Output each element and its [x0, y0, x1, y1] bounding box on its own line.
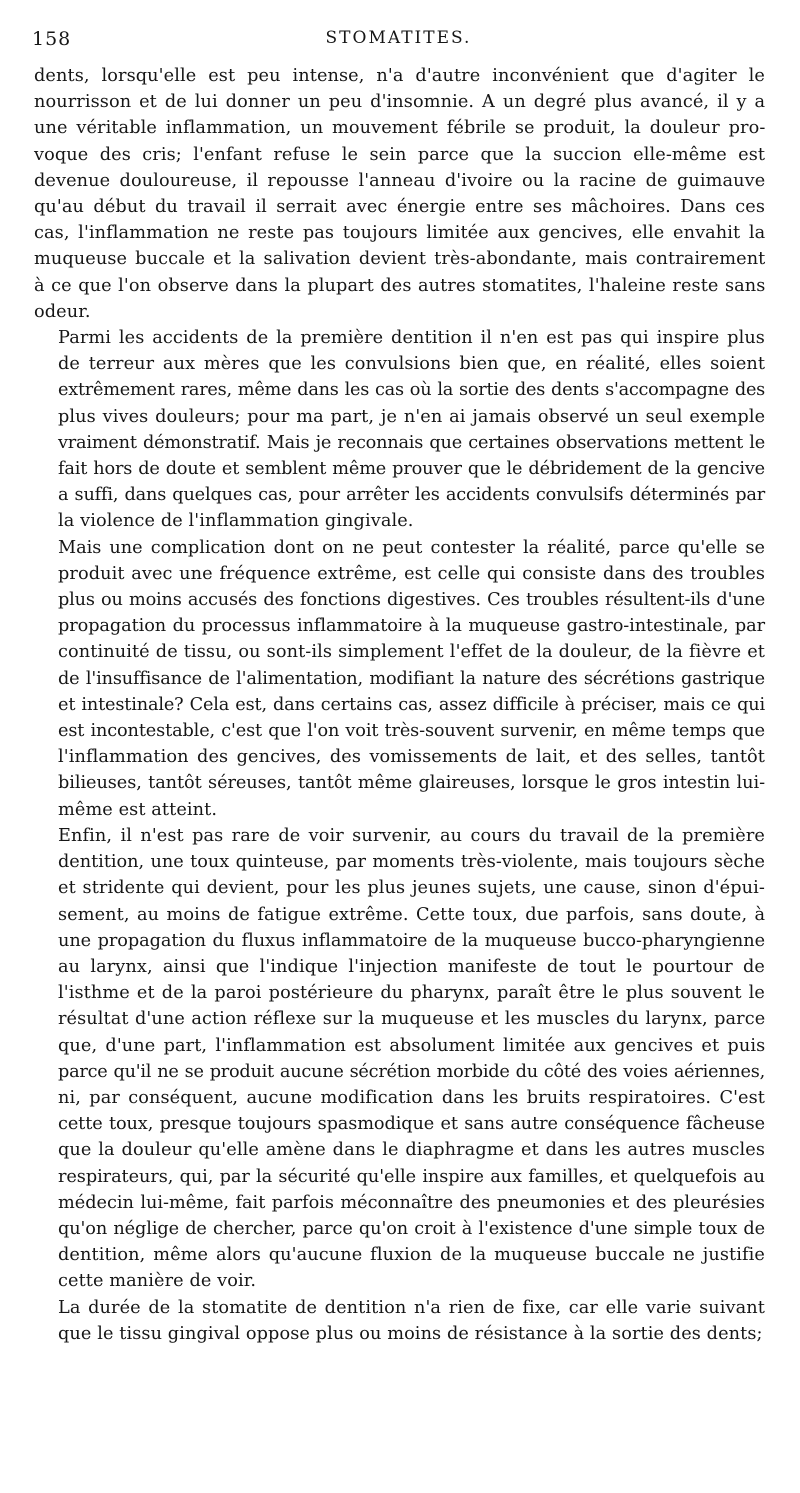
text-line: qu'on néglige de chercher, parce qu'on croit à l'existence d'une simple toux de [58, 1218, 765, 1239]
text-line: même est atteint. [58, 799, 218, 820]
body-text [34, 63, 765, 1347]
page-number: 158 [32, 28, 72, 50]
text-line: sement, au moins de fatigue extrême. Cette toux, due parfois, sans doute, à [58, 904, 766, 925]
paragraph [34, 1295, 765, 1347]
text-line: dentition, une toux quinteuse, par moments très-violente, mais toujours sèche [58, 852, 765, 873]
text-line: que, d'une part, l'inflammation est absolument limitée aux gencives et puis [58, 1035, 766, 1056]
text-line: nourrisson et de lui donner un peu d'insomnie. A un degré plus avancé, il y a [34, 92, 766, 113]
text-line: une véritable inflammation, un mouvement fébrile se produit, la douleur pro- [34, 118, 766, 139]
page-header [32, 28, 765, 58]
text-line: Parmi les accidents de la première dentition il n'en est pas qui inspire plus [58, 328, 765, 349]
text-line: continuité de tissu, ou sont-ils simplement l'effet de la douleur, de la fièvre et [58, 642, 765, 663]
text-line: cette toux, presque toujours spasmodique et sans autre conséquence fâcheuse [58, 1114, 765, 1135]
running-title: STOMATITES. [325, 28, 472, 48]
paragraph [34, 535, 765, 823]
text-line: dents, lorsqu'elle est peu intense, n'a d'autre inconvénient que d'agiter le [34, 66, 765, 86]
text-line: voque des cris; l'enfant refuse le sein parce que la succion elle-même est [34, 144, 766, 165]
text-line: de l'insuffisance de l'alimentation, modifiant la nature des sécrétions gastrique [58, 668, 765, 689]
text-line: et stridente qui devient, pour les plus jeunes sujets, une cause, sinon d'épui- [58, 878, 765, 899]
text-line: Mais une complication dont on ne peut contester la réalité, parce qu'elle se [58, 537, 765, 558]
text-line: à ce que l'on observe dans la plupart des autres stomatites, l'haleine reste sans [34, 275, 766, 296]
text-line: extrêmement rares, même dans les cas où la sortie des dents s'accompagne des [58, 380, 765, 401]
text-line: Enfin, il n'est pas rare de voir survenir, au cours du travail de la première [58, 825, 765, 846]
text-line: ni, par conséquent, aucune modification dans les bruits respiratoires. C'est [58, 1087, 765, 1108]
text-line: bilieuses, tantôt séreuses, tantôt même glaireuses, lorsque le gros intestin lui- [58, 773, 765, 794]
text-line: muqueuse buccale et la salivation devient très-abondante, mais contrairement [34, 249, 766, 270]
text-line: odeur. [34, 301, 91, 322]
text-line: que le tissu gingival oppose plus ou moins de résistance à la sortie des dents; [58, 1323, 763, 1344]
text-line: est incontestable, c'est que l'on voit très-souvent survenir, en même temps que [58, 721, 765, 742]
text-line: plus vives douleurs; pour ma part, je n'en ai jamais observé un seul exemple [58, 406, 766, 427]
paragraph [34, 325, 765, 535]
text-line: cas, l'inflammation ne reste pas toujours limitée aux gencives, elle envahit la [34, 223, 766, 244]
text-line: produit avec une fréquence extrême, est celle qui consiste dans des troubles [58, 563, 766, 584]
text-line: que la douleur qu'elle amène dans le diaphragme et dans les autres muscles [58, 1140, 765, 1161]
text-line: La durée de la stomatite de dentition n'a rien de fixe, car elle varie suivant [58, 1297, 765, 1318]
text-line: plus ou moins accusés des fonctions digestives. Ces troubles résultent-ils d'une [58, 590, 765, 611]
text-line: parce qu'il ne se produit aucune sécrétion morbide du côté des voies aériennes, [58, 1061, 765, 1082]
paragraph [34, 823, 765, 1295]
text-line: une propagation du fluxus inflammatoire de la muqueuse bucco-pharyngienne [58, 930, 765, 951]
text-line: résultat d'une action réflexe sur la muqueuse et les muscles du larynx, parce [58, 1009, 766, 1030]
text-line: fait hors de doute et semblent même prouver que le débridement de la gencive [58, 459, 765, 480]
text-line: a suffi, dans quelques cas, pour arrêter les accidents convulsifs déterminés par [58, 485, 765, 506]
text-line: l'isthme et de la paroi postérieure du pharynx, paraît être le plus souvent le [58, 983, 765, 1004]
paragraph [34, 63, 765, 325]
text-line: qu'au début du travail il serrait avec énergie entre ses mâchoires. Dans ces [34, 197, 765, 218]
text-line: devenue douloureuse, il repousse l'anneau d'ivoire ou la racine de guimauve [34, 170, 766, 191]
text-line: propagation du processus inflammatoire à la muqueuse gastro-intestinale, par [58, 616, 765, 637]
text-line: au larynx, ainsi que l'indique l'injection manifeste de tout le pourtour de [58, 956, 765, 977]
text-line: cette manière de voir. [58, 1271, 257, 1292]
text-line: et intestinale? Cela est, dans certains cas, assez difficile à préciser, mais ce qui [58, 694, 765, 715]
text-line: respirateurs, qui, par la sécurité qu'elle inspire aux familles, et quelquefois au [58, 1166, 765, 1187]
text-line: dentition, même alors qu'aucune fluxion de la muqueuse buccale ne justifie [58, 1245, 765, 1266]
text-line: de terreur aux mères que les convulsions bien que, en réalité, elles soient [58, 354, 766, 375]
text-line: vraiment démonstratif. Mais je reconnais que certaines observations mettent le [58, 432, 765, 453]
text-line: la violence de l'inflammation gingivale. [58, 511, 414, 532]
text-line: l'inflammation des gencives, des vomissements de lait, et des selles, tantôt [58, 747, 765, 768]
text-line: médecin lui-même, fait parfois méconnaître des pneumonies et des pleurésies [58, 1192, 765, 1213]
